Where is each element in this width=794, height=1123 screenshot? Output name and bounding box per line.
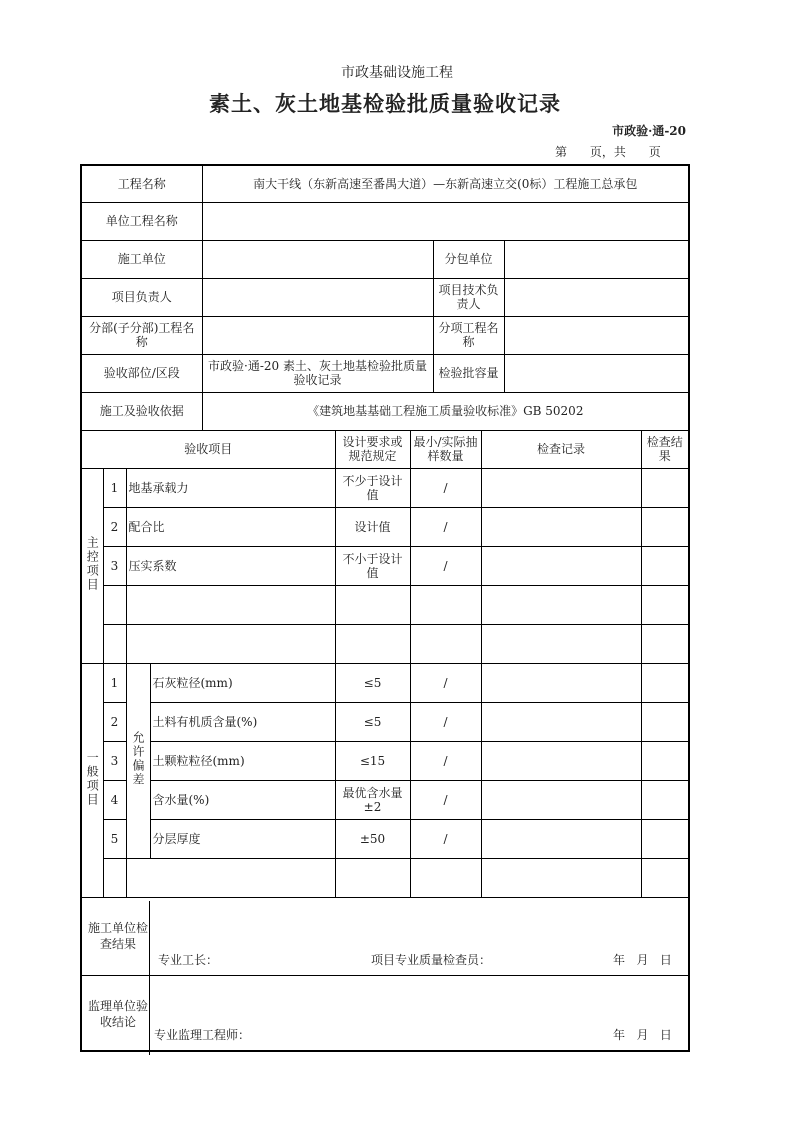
item-sample[interactable] — [410, 585, 481, 624]
basis-value[interactable]: 《建筑地基基础工程施工质量验收标准》GB 50202 — [202, 392, 689, 430]
supervisor-date: 年 月 日 — [613, 1028, 672, 1042]
general-label — [81, 663, 103, 897]
subcontractor-value[interactable] — [504, 240, 689, 278]
item-record[interactable] — [481, 702, 641, 741]
unit-project-label: 单位工程名称 — [81, 202, 202, 240]
item-sample: / — [410, 702, 481, 741]
item-name: 土料有机质含量(%) — [150, 702, 335, 741]
contractor-date: 年 月 日 — [613, 952, 672, 967]
contractor-check-cell[interactable] — [81, 897, 689, 975]
basis-label: 施工及验收依据 — [81, 392, 202, 430]
document-supertitle: 市政基础设施工程 — [341, 65, 453, 81]
item-record[interactable] — [481, 780, 641, 819]
inspection-form — [80, 164, 690, 1052]
table-row — [81, 624, 689, 663]
item-requirement: 设计值 — [335, 507, 410, 546]
item-name-label: 分项工程名称 — [433, 316, 504, 354]
item-result[interactable] — [641, 741, 689, 780]
tech-manager-value[interactable] — [504, 278, 689, 316]
contractor-check-label: 施工单位检查结果 — [88, 920, 149, 951]
item-result[interactable] — [641, 507, 689, 546]
item-requirement: ≤5 — [335, 663, 410, 702]
item-record[interactable] — [481, 819, 641, 858]
supervisor-conclusion-label: 监理单位验收结论 — [88, 998, 149, 1029]
col-header-record: 检查记录 — [481, 430, 641, 468]
item-record[interactable] — [481, 624, 641, 663]
item-result[interactable] — [641, 780, 689, 819]
item-result[interactable] — [641, 663, 689, 702]
item-requirement[interactable] — [335, 585, 410, 624]
row-contractor — [81, 240, 689, 278]
unit-project-value[interactable] — [202, 202, 689, 240]
table-row — [81, 741, 689, 780]
location-label: 验收部位/区段 — [81, 354, 202, 392]
main-control-label-text: 主控项目 — [85, 536, 100, 592]
row-division — [81, 316, 689, 354]
item-sample[interactable] — [410, 624, 481, 663]
item-sample: / — [410, 741, 481, 780]
item-requirement: ≤15 — [335, 741, 410, 780]
project-name-label: 工程名称 — [81, 165, 202, 202]
item-name: 含水量(%) — [150, 780, 335, 819]
item-requirement: ±50 — [335, 819, 410, 858]
item-sample: / — [410, 819, 481, 858]
table-row — [81, 546, 689, 585]
tolerance-label — [126, 663, 150, 858]
item-record[interactable] — [481, 585, 641, 624]
subcontractor-label: 分包单位 — [433, 240, 504, 278]
table-row — [81, 585, 689, 624]
location-value[interactable]: 市政验·通-20 素土、灰土地基检验批质量验收记录 — [202, 354, 433, 392]
item-name[interactable] — [126, 585, 335, 624]
item-name: 石灰粒径(mm) — [150, 663, 335, 702]
col-header-item: 验收项目 — [81, 430, 335, 468]
item-requirement[interactable] — [335, 624, 410, 663]
table-row — [81, 702, 689, 741]
item-requirement: 不少于设计值 — [335, 468, 410, 507]
contractor-label: 施工单位 — [81, 240, 202, 278]
col-header-sample: 最小/实际抽样数量 — [410, 430, 481, 468]
item-record[interactable] — [481, 507, 641, 546]
item-sample: / — [410, 468, 481, 507]
main-control-label — [81, 468, 103, 663]
item-requirement: 不小于设计值 — [335, 546, 410, 585]
col-header-requirement: 设计要求或规范规定 — [335, 430, 410, 468]
batch-capacity-label: 检验批容量 — [433, 354, 504, 392]
row-number: 1 — [103, 468, 126, 507]
table-row — [81, 468, 689, 507]
contractor-value[interactable] — [202, 240, 433, 278]
batch-capacity-value[interactable] — [504, 354, 689, 392]
item-requirement: ≤5 — [335, 702, 410, 741]
table-row — [81, 663, 689, 702]
table-row — [81, 858, 689, 897]
row-number — [103, 585, 126, 624]
item-result[interactable] — [641, 624, 689, 663]
item-result[interactable] — [641, 546, 689, 585]
row-column-headers — [81, 430, 689, 468]
item-requirement[interactable] — [335, 858, 410, 897]
tolerance-label-text: 允许偏差 — [131, 731, 145, 787]
row-contractor-check — [81, 897, 689, 975]
row-number — [103, 858, 126, 897]
row-number: 1 — [103, 663, 126, 702]
table-row — [81, 507, 689, 546]
project-name-value[interactable]: 南大干线（东新高速至番禺大道）—东新高速立交(0标）工程施工总承包 — [202, 165, 689, 202]
item-sample: / — [410, 663, 481, 702]
table-row — [81, 819, 689, 858]
signoff-divider — [149, 901, 150, 1055]
item-name: 地基承载力 — [126, 468, 335, 507]
item-name: 压实系数 — [126, 546, 335, 585]
item-requirement: 最优含水量±2 — [335, 780, 410, 819]
foreman-label: 专业工长： — [158, 952, 219, 967]
item-name[interactable] — [126, 624, 335, 663]
item-sample: / — [410, 546, 481, 585]
item-result[interactable] — [641, 858, 689, 897]
page-info: 第 页，共 页 — [555, 145, 661, 159]
item-record[interactable] — [481, 468, 641, 507]
project-manager-value[interactable] — [202, 278, 433, 316]
item-sample: / — [410, 507, 481, 546]
document-title: 素土、灰土地基检验批质量验收记录 — [209, 92, 561, 116]
division-value[interactable] — [202, 316, 433, 354]
item-name: 分层厚度 — [150, 819, 335, 858]
item-record[interactable] — [481, 663, 641, 702]
row-number: 3 — [103, 546, 126, 585]
row-number: 2 — [103, 702, 126, 741]
item-sample[interactable] — [410, 858, 481, 897]
row-basis — [81, 392, 689, 430]
item-result[interactable] — [641, 585, 689, 624]
row-number: 2 — [103, 507, 126, 546]
col-header-result: 检查结果 — [641, 430, 689, 468]
row-number — [103, 624, 126, 663]
row-supervisor-conclusion — [81, 975, 689, 1051]
item-name: 土颗粒粒径(mm) — [150, 741, 335, 780]
item-name-value[interactable] — [504, 316, 689, 354]
row-managers — [81, 278, 689, 316]
row-number: 3 — [103, 741, 126, 780]
item-result[interactable] — [641, 819, 689, 858]
supervising-engineer-label: 专业监理工程师： — [154, 1028, 251, 1042]
row-unit-project — [81, 202, 689, 240]
table-row — [81, 780, 689, 819]
item-name: 配合比 — [126, 507, 335, 546]
item-result[interactable] — [641, 702, 689, 741]
item-sample: / — [410, 780, 481, 819]
row-project-name — [81, 165, 689, 202]
item-record[interactable] — [481, 858, 641, 897]
project-manager-label: 项目负责人 — [81, 278, 202, 316]
general-label-text: 一般项目 — [85, 750, 100, 807]
item-result[interactable] — [641, 468, 689, 507]
item-name[interactable] — [126, 858, 335, 897]
quality-inspector-label: 项目专业质量检查员： — [371, 952, 492, 967]
supervisor-conclusion-cell[interactable] — [81, 975, 689, 1051]
form-code: 市政验·通-20 — [612, 124, 686, 138]
item-record[interactable] — [481, 741, 641, 780]
tech-manager-label: 项目技术负责人 — [433, 278, 504, 316]
row-number: 4 — [103, 780, 126, 819]
item-record[interactable] — [481, 546, 641, 585]
row-number: 5 — [103, 819, 126, 858]
row-location — [81, 354, 689, 392]
division-label: 分部(子分部)工程名称 — [81, 316, 202, 354]
